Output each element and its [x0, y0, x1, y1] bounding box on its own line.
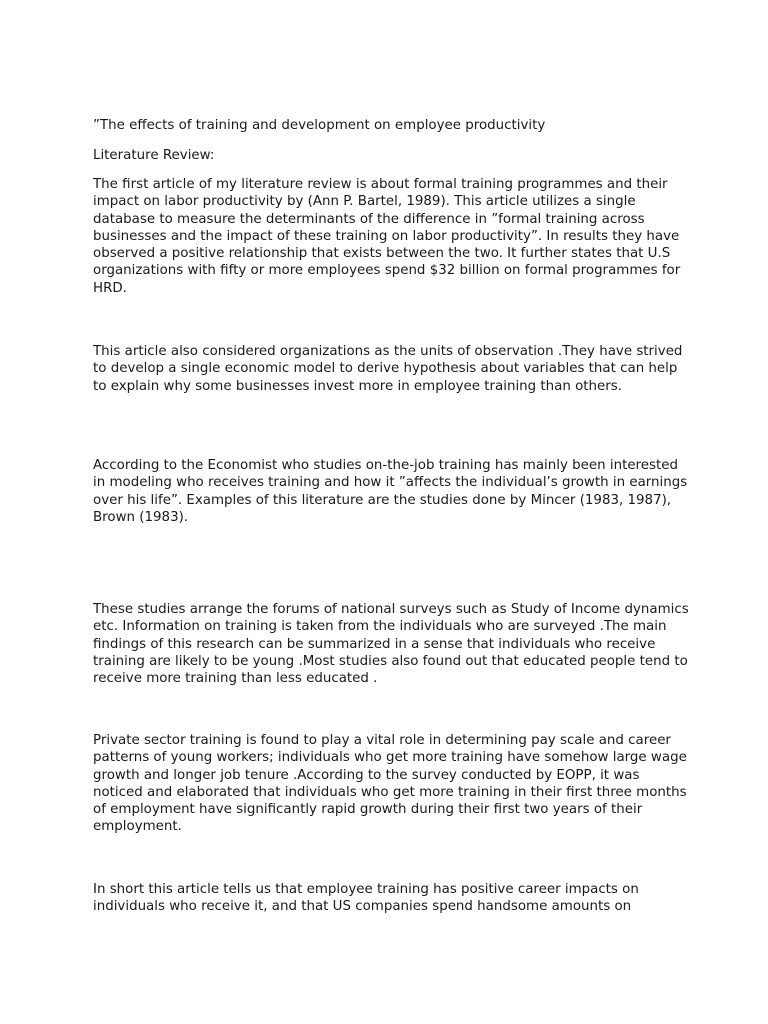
paragraph: In short this article tells us that employee training has positive career impacts on individuals who receive it, and that US companies spend handsome amounts on	[93, 882, 639, 915]
paragraph: This article also considered organizations as the units of observation .They have strived to develop a single economic model to derive hypothesis about variables that can help to explain why some businesses invest more in employee training than others.	[93, 344, 683, 394]
paragraph: The first article of my literature review is about formal training programmes and their impact on labor productivity by (Ann P. Bartel, 1989). This article utilizes a single database to measure the determinants of the difference in ”formal training across businesses and the impact of these training on labor productivity”. In results they have observed a positive relationship that exists between the two. It further states that U.S organizations with fifty or more employees spend $32 billion on formal programmes for HRD.	[93, 177, 681, 296]
paragraph: These studies arrange the forums of national surveys such as Study of Income dynamics etc. Information on training is taken from the individuals who are surveyed .The main findings of this research can be summarized in a sense that individuals who receive training are likely to be young .Most studies also found out that educated people tend to receive more training than less educated .	[93, 602, 689, 687]
section-heading: Literature Review:	[93, 148, 215, 163]
paragraph: Private sector training is found to play a vital role in determining pay scale and career patterns of young workers; individuals who get more training have somehow large wage growth and longer job tenure .According to the survey conducted by EOPP, it was noticed and elaborated that individuals who get more training in their first three months of employment have significantly rapid growth during their first two years of their employment.	[93, 733, 687, 835]
paragraph: According to the Economist who studies on-the-job training has mainly been interested in modeling who receives training and how it ”affects the individual’s growth in earnings over his life”. Examples of this literature are the studies done by Mincer (1983, 1987), Brown (1983).	[93, 458, 688, 525]
document-title: ”The effects of training and development on employee productivity	[93, 118, 546, 133]
